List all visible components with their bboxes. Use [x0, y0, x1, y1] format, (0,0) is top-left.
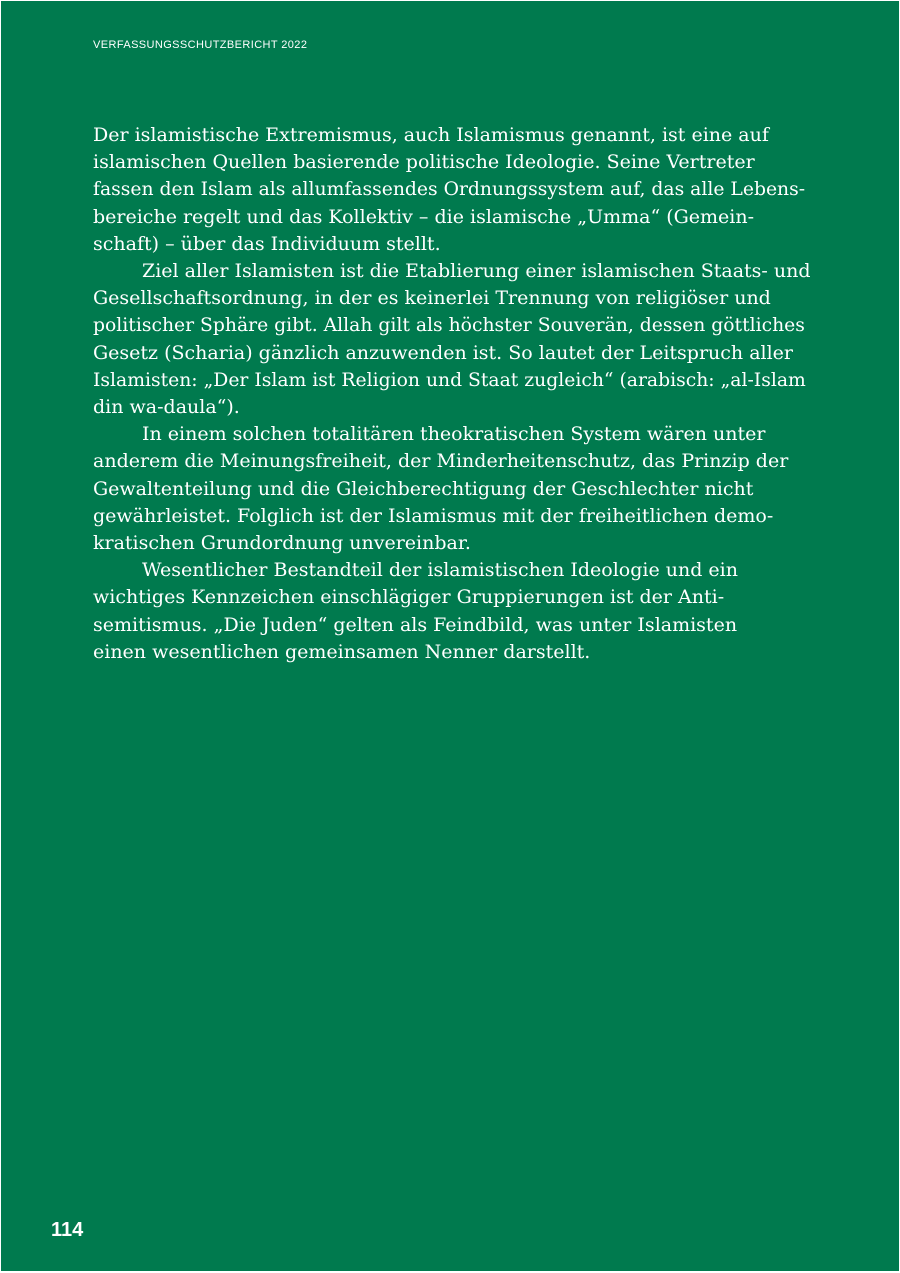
text-line: semitismus. „Die Juden“ gelten als Feindbild, was unter Islamisten — [93, 613, 738, 636]
page — [1, 1, 899, 1271]
text-line: gewährleistet. Folglich ist der Islamismus mit der freiheitlichen demo- — [93, 504, 774, 527]
text-line: bereiche regelt und das Kollektiv – die islamische „Umma“ (Gemein- — [93, 205, 755, 228]
page-number: 114 — [51, 1219, 84, 1241]
text-line: In einem solchen totalitären theokratischen System wären unter — [142, 423, 766, 446]
text-line: einen wesentlichen gemeinsamen Nenner darstellt. — [93, 640, 591, 663]
text-line: Islamisten: „Der Islam ist Religion und Staat zugleich“ (arabisch: „al-Islam — [93, 369, 806, 391]
text-line: fassen den Islam als allumfassendes Ordnungssystem auf, das alle Lebens- — [93, 179, 806, 201]
text-line: kratischen Grundordnung unvereinbar. — [93, 532, 471, 555]
paragraph-2 — [93, 258, 813, 421]
paragraph-4 — [93, 557, 813, 666]
running-header: VERFASSUNGSSCHUTZBERICHT 2022 — [93, 39, 308, 51]
paragraph-1 — [93, 122, 813, 258]
text-line: schaft) – über das Individuum stellt. — [93, 232, 441, 255]
paragraph-3 — [93, 421, 813, 557]
text-line: Wesentlicher Bestandteil der islamistischen Ideologie und ein — [142, 559, 738, 582]
text-line: Gesetz (Scharia) gänzlich anzuwenden ist. So lautet der Leitspruch aller — [93, 341, 794, 364]
text-line: din wa-daula“). — [93, 396, 240, 419]
text-line: Der islamistische Extremismus, auch Islamismus genannt, ist eine auf — [93, 124, 769, 146]
text-line: Ziel aller Islamisten ist die Etablierung einer islamischen Staats- und — [142, 260, 811, 283]
text-line: politischer Sphäre gibt. Allah gilt als höchster Souverän, dessen göttliches — [93, 315, 805, 337]
text-line: Gewaltenteilung und die Gleichberechtigung der Geschlechter nicht — [93, 477, 754, 500]
text-line: wichtiges Kennzeichen einschlägiger Gruppierungen ist der Anti- — [93, 586, 725, 609]
body-text — [93, 122, 813, 666]
text-line: Gesellschaftsordnung, in der es keinerlei Trennung von religiöser und — [93, 287, 771, 310]
text-line: islamischen Quellen basierende politische Ideologie. Seine Vertreter — [93, 151, 755, 174]
text-line: anderem die Meinungsfreiheit, der Minderheitenschutz, das Prinzip der — [93, 450, 789, 473]
